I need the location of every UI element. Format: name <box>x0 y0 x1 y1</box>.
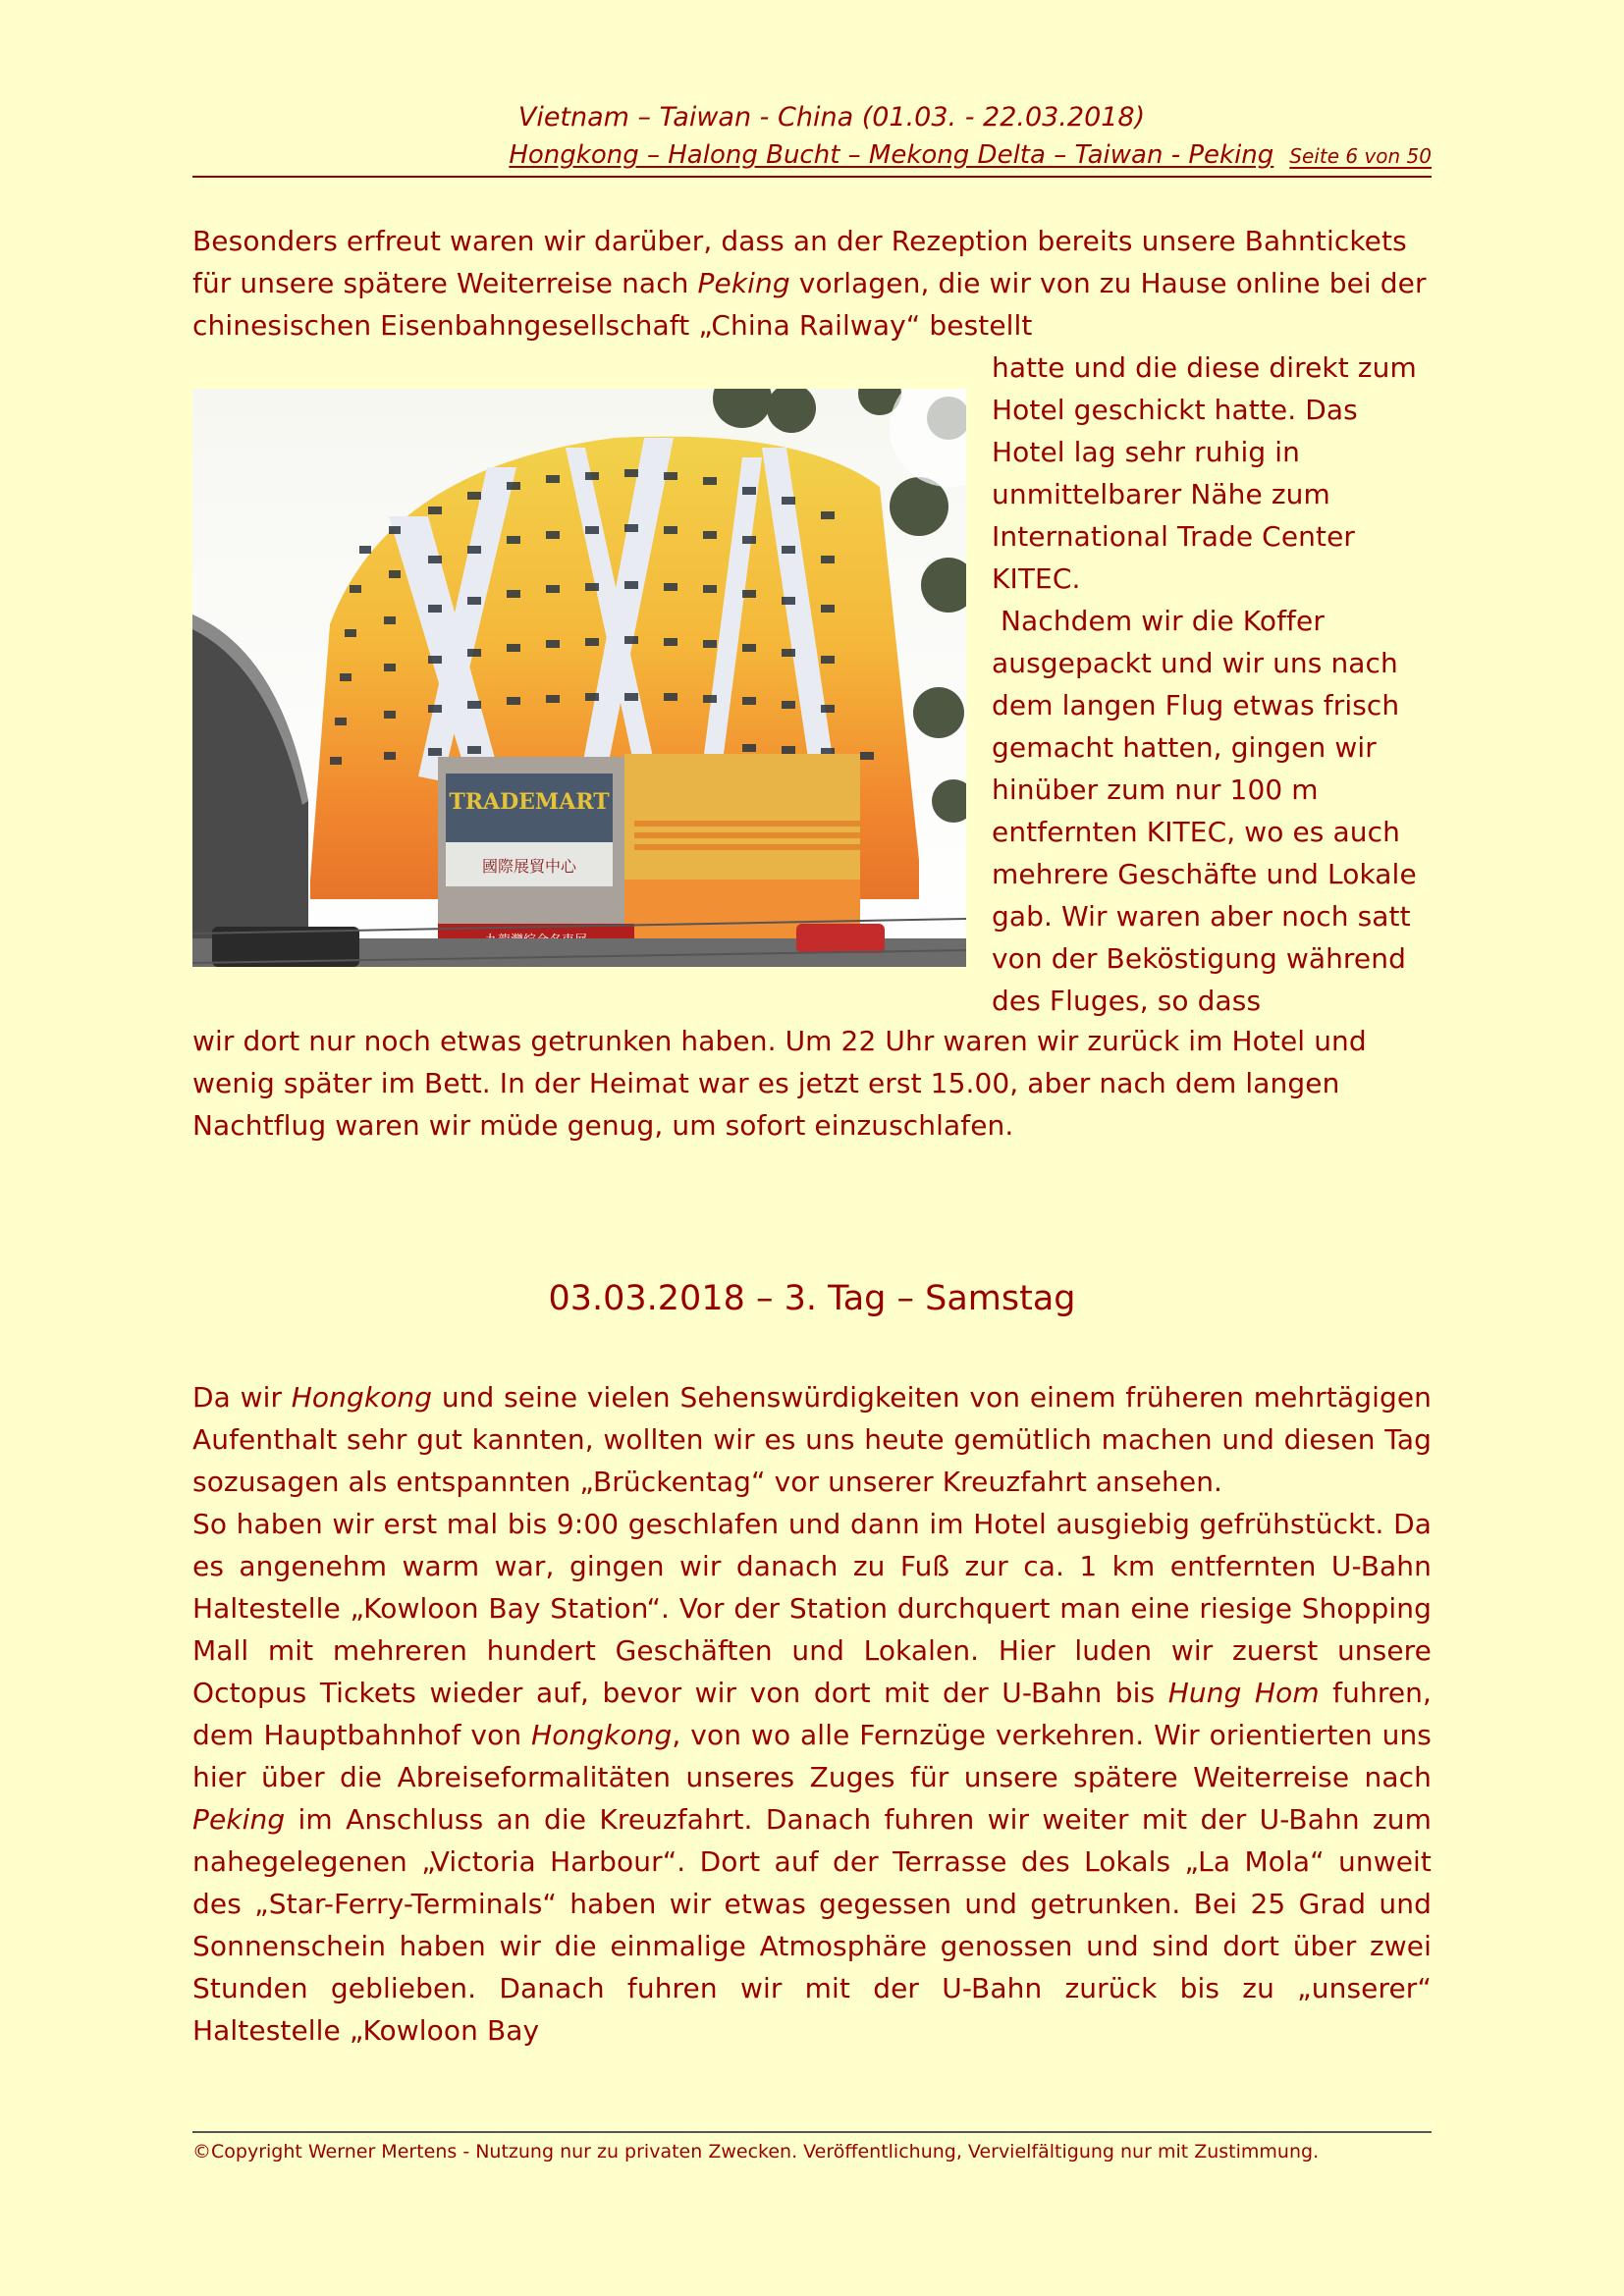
hotel-photo <box>192 389 966 967</box>
trademart-sign: TRADEMART <box>449 789 610 815</box>
side-paragraph-2: Nachdem wir die Koffer ausgepackt und wir uns nach dem langen Flug etwas frisch gemacht hatten, gingen wir hinüber zum nur 100 m entfernten KITEC, wo es auch mehrere Geschäfte und Lokale gab. Wir waren aber noch satt von der Beköstigung während des Fluges, so dass <box>992 605 1426 1017</box>
text-segment: fuhren, dem Hauptbahnhof von <box>192 1677 1433 1751</box>
place-peking: Peking <box>697 267 790 299</box>
text-segment: , von wo alle Fernzüge verkehren. Wir orientierten uns hier über die Abreiseformalitäten unseres Zuges für unsere spätere Weiterreise nach <box>192 1719 1432 1793</box>
header-subtitle-row <box>192 137 1432 178</box>
place-hung-hom: Hung Hom <box>1167 1677 1320 1709</box>
text-segment: im Anschluss an die Kreuzfahrt. Danach fuhren wir weiter mit der U-Bahn zum nahegelegenen „Victoria Harbour“. Dort auf der Terrasse des Lokals „La Mola“ unweit des „Star-Ferry-Terminals“ haben wir etwas gegessen und getrunken. Bei 25 Grad und Sonnenschein haben wir die einmalige Atmosphäre genossen und sind dort über zwei Stunden geblieben. Danach fuhren wir mit der U-Bahn zurück bis zu „unserer“ Haltestelle „Kowloon Bay <box>192 1803 1432 2047</box>
place-peking: Peking <box>192 1803 286 1836</box>
day-paragraph-2 <box>192 1503 1432 2052</box>
day-paragraph-1 <box>192 1376 1432 1503</box>
text-segment: So haben wir erst mal bis 9:00 geschlafen und dann im Hotel ausgiebig gefrühstückt. Da es angenehm warm war, gingen wir danach zu Fuß zur ca. 1 km entfernten U-Bahn Haltestelle „Kowloon Bay Station“. Vor der Station durchquert man eine riesige Shopping Mall mit mehreren hundert Geschäften und Lokalen. Hier luden wir zuerst unsere Octopus Tickets wieder auf, bevor wir von dort mit der U-Bahn bis <box>192 1508 1432 1709</box>
intro-text-2: vorlagen, die wir von zu Hause online bei der chinesischen Eisenbahngesellschaft „China Railway“ bestellt <box>192 267 1427 342</box>
after-photo-paragraph: wir dort nur noch etwas getrunken haben. Um 22 Uhr waren wir zurück im Hotel und wenig später im Bett. In der Heimat war es jetzt erst 15.00, aber nach dem langen Nachtflug waren wir müde genug, um sofort einzuschlafen. <box>192 1025 1367 1142</box>
copyright-text: ©Copyright Werner Mertens - Nutzung nur zu privaten Zwecken. Veröffentlichung, Vervielfältigung nur mit Zustimmung. <box>192 2141 1320 2163</box>
intro-paragraph <box>192 220 1432 347</box>
day-heading: 03.03.2018 – 3. Tag – Samstag <box>548 1279 1076 1318</box>
copyright-footer <box>192 2131 1432 2166</box>
document-title: Vietnam – Taiwan - China (01.03. - 22.03.2018) <box>517 102 1146 133</box>
place-hongkong: Hongkong <box>291 1381 433 1414</box>
day-content <box>192 1376 1432 2052</box>
intro-text-1: Besonders erfreut waren wir darüber, dass an der Rezeption bereits unsere Bahntickets für unsere spätere Weiterreise nach <box>192 225 1407 299</box>
page-header <box>192 98 1432 178</box>
text-segment: und seine vielen Sehenswürdigkeiten von einem früheren mehrtägigen Aufenthalt sehr gut kannten, wollten wir es uns heute gemütlich machen und diesen Tag sozusagen als entspannten „Brückentag“ vor unserer Kreuzfahrt ansehen. <box>192 1381 1432 1498</box>
document-subtitle: Hongkong – Halong Bucht – Mekong Delta – Taiwan - Peking <box>509 140 1274 170</box>
side-text-column <box>992 347 1438 1022</box>
chinese-sign: 國際展貿中心 <box>481 857 577 876</box>
side-paragraph-1: hatte und die diese direkt zum Hotel geschickt hatte. Das Hotel lag sehr ruhig in unmittelbarer Nähe zum International Trade Center KITEC. <box>992 351 1417 595</box>
place-hongkong: Hongkong <box>531 1719 673 1751</box>
page-indicator: Seite 6 von 50 <box>1289 144 1432 168</box>
text-segment: Da wir <box>192 1381 292 1414</box>
